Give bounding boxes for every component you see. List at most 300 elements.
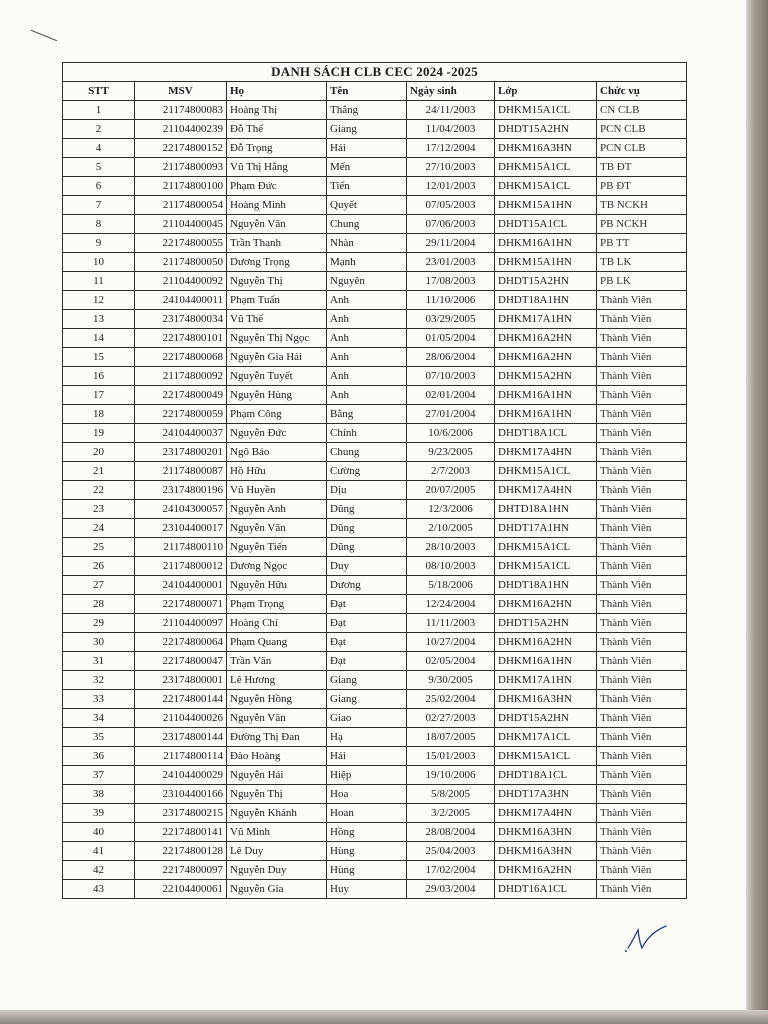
cell-lop: DHDT15A1CL [495,215,597,234]
cell-ten: Thắng [327,101,407,120]
cell-ngay-sinh: 3/2/2005 [407,804,495,823]
cell-lop: DHKM16A3HN [495,823,597,842]
cell-ten: Chính [327,424,407,443]
cell-ngay-sinh: 27/01/2004 [407,405,495,424]
cell-stt: 5 [63,158,135,177]
cell-ho: Hoàng Thị [227,101,327,120]
cell-ho: Dương Trọng [227,253,327,272]
cell-ten: Giang [327,690,407,709]
cell-ngay-sinh: 17/08/2003 [407,272,495,291]
cell-ten: Dũng [327,500,407,519]
cell-stt: 24 [63,519,135,538]
table-row [63,386,687,405]
cell-lop: DHKM16A1HN [495,652,597,671]
table-row [63,196,687,215]
cell-msv: 21104400092 [135,272,227,291]
cell-ngay-sinh: 12/01/2003 [407,177,495,196]
cell-msv: 24104300057 [135,500,227,519]
table-row [63,861,687,880]
cell-ten: Mến [327,158,407,177]
cell-chuc-vu: Thành Viên [597,557,687,576]
cell-ngay-sinh: 2/10/2005 [407,519,495,538]
table-row [63,310,687,329]
cell-ten: Dịu [327,481,407,500]
cell-msv: 22174800144 [135,690,227,709]
cell-chuc-vu: Thành Viên [597,462,687,481]
cell-stt: 33 [63,690,135,709]
cell-chuc-vu: Thành Viên [597,861,687,880]
cell-ten: Mạnh [327,253,407,272]
cell-chuc-vu: Thành Viên [597,405,687,424]
cell-ho: Nguyễn Tiến [227,538,327,557]
cell-lop: DHKM16A2HN [495,595,597,614]
cell-stt: 35 [63,728,135,747]
member-table [62,62,687,899]
cell-lop: DHKM16A3HN [495,690,597,709]
cell-chuc-vu: Thành Viên [597,481,687,500]
cell-chuc-vu: Thành Viên [597,500,687,519]
cell-chuc-vu: Thành Viên [597,386,687,405]
cell-lop: DHDT15A2HN [495,709,597,728]
cell-chuc-vu: PB NCKH [597,215,687,234]
cell-ho: Đỗ Trọng [227,139,327,158]
cell-msv: 22174800097 [135,861,227,880]
cell-chuc-vu: Thành Viên [597,367,687,386]
cell-ngay-sinh: 07/10/2003 [407,367,495,386]
cell-msv: 24104400011 [135,291,227,310]
table-row [63,519,687,538]
cell-ten: Dương [327,576,407,595]
cell-chuc-vu: TB ĐT [597,158,687,177]
cell-ho: Nguyễn Văn [227,215,327,234]
cell-lop: DHTD18A1HN [495,500,597,519]
cell-ngay-sinh: 29/03/2004 [407,880,495,899]
table-row [63,804,687,823]
cell-msv: 21104400026 [135,709,227,728]
cell-stt: 12 [63,291,135,310]
cell-stt: 25 [63,538,135,557]
cell-ten: Hồng [327,823,407,842]
cell-ngay-sinh: 19/10/2006 [407,766,495,785]
column-header-ngay-sinh: Ngày sinh [407,82,495,101]
cell-chuc-vu: Thành Viên [597,443,687,462]
cell-chuc-vu: Thành Viên [597,690,687,709]
cell-lop: DHKM17A4HN [495,481,597,500]
cell-ten: Huy [327,880,407,899]
cell-ngay-sinh: 07/06/2003 [407,215,495,234]
cell-ten: Chung [327,215,407,234]
cell-ngay-sinh: 29/11/2004 [407,234,495,253]
cell-lop: DHDT15A2HN [495,272,597,291]
cell-stt: 20 [63,443,135,462]
cell-chuc-vu: PB LK [597,272,687,291]
cell-ho: Vũ Huyền [227,481,327,500]
cell-lop: DHKM15A1CL [495,557,597,576]
cell-stt: 39 [63,804,135,823]
cell-lop: DHKM15A1HN [495,196,597,215]
cell-msv: 21104400045 [135,215,227,234]
cell-stt: 40 [63,823,135,842]
cell-ten: Hùng [327,842,407,861]
cell-ten: Quyết [327,196,407,215]
cell-msv: 23174800034 [135,310,227,329]
cell-chuc-vu: Thành Viên [597,785,687,804]
cell-chuc-vu: Thành Viên [597,291,687,310]
cell-stt: 17 [63,386,135,405]
cell-ngay-sinh: 10/27/2004 [407,633,495,652]
cell-ten: Hạ [327,728,407,747]
cell-lop: DHDT17A3HN [495,785,597,804]
cell-ho: Nguyễn Tuyết [227,367,327,386]
cell-msv: 23174800144 [135,728,227,747]
cell-stt: 14 [63,329,135,348]
table-row [63,595,687,614]
cell-ngay-sinh: 24/11/2003 [407,101,495,120]
cell-ngay-sinh: 9/23/2005 [407,443,495,462]
table-row [63,747,687,766]
cell-stt: 30 [63,633,135,652]
cell-msv: 21174800054 [135,196,227,215]
cell-ten: Đạt [327,652,407,671]
cell-ten: Giang [327,671,407,690]
cell-ho: Phạm Quang [227,633,327,652]
table-row [63,405,687,424]
cell-ho: Đường Thị Đan [227,728,327,747]
cell-lop: DHKM16A3HN [495,139,597,158]
cell-ten: Tiến [327,177,407,196]
cell-ngay-sinh: 23/01/2003 [407,253,495,272]
document-title: DANH SÁCH CLB CEC 2024 -2025 [63,63,687,82]
cell-ngay-sinh: 28/10/2003 [407,538,495,557]
cell-stt: 19 [63,424,135,443]
cell-ngay-sinh: 9/30/2005 [407,671,495,690]
cell-msv: 22174800059 [135,405,227,424]
cell-chuc-vu: Thành Viên [597,595,687,614]
cell-lop: DHDT16A1CL [495,880,597,899]
table-row [63,652,687,671]
cell-ho: Nguyễn Khánh [227,804,327,823]
cell-lop: DHKM15A1CL [495,158,597,177]
cell-lop: DHDT18A1HN [495,576,597,595]
cell-stt: 22 [63,481,135,500]
cell-msv: 23174800215 [135,804,227,823]
cell-stt: 29 [63,614,135,633]
cell-ten: Giao [327,709,407,728]
cell-ngay-sinh: 25/04/2003 [407,842,495,861]
header-row [63,82,687,101]
cell-ten: Hùng [327,861,407,880]
cell-ho: Phạm Tuấn [227,291,327,310]
cell-chuc-vu: PCN CLB [597,120,687,139]
cell-ten: Duy [327,557,407,576]
cell-ho: Đào Hoàng [227,747,327,766]
table-row [63,785,687,804]
cell-msv: 22174800128 [135,842,227,861]
cell-ho: Nguyễn Văn [227,709,327,728]
cell-chuc-vu: Thành Viên [597,842,687,861]
cell-ngay-sinh: 03/29/2005 [407,310,495,329]
scan-bottom-edge [0,1010,768,1024]
cell-msv: 22174800068 [135,348,227,367]
cell-stt: 1 [63,101,135,120]
cell-lop: DHDT17A1HN [495,519,597,538]
cell-ho: Nguyễn Văn [227,519,327,538]
cell-lop: DHKM15A1CL [495,747,597,766]
cell-ngay-sinh: 17/02/2004 [407,861,495,880]
cell-lop: DHDT18A1CL [495,424,597,443]
table-row [63,576,687,595]
table-row [63,177,687,196]
cell-lop: DHKM17A4HN [495,804,597,823]
cell-stt: 34 [63,709,135,728]
cell-ngay-sinh: 2/7/2003 [407,462,495,481]
cell-chuc-vu: Thành Viên [597,709,687,728]
table-row [63,614,687,633]
cell-stt: 42 [63,861,135,880]
cell-msv: 21174800100 [135,177,227,196]
cell-ngay-sinh: 17/12/2004 [407,139,495,158]
cell-lop: DHKM15A1CL [495,462,597,481]
cell-msv: 24104400029 [135,766,227,785]
cell-chuc-vu: Thành Viên [597,804,687,823]
cell-stt: 41 [63,842,135,861]
cell-ho: Nguyễn Đức [227,424,327,443]
column-header-ho: Họ [227,82,327,101]
table-row [63,367,687,386]
cell-stt: 37 [63,766,135,785]
cell-ten: Bằng [327,405,407,424]
column-header-lop: Lớp [495,82,597,101]
cell-ngay-sinh: 01/05/2004 [407,329,495,348]
cell-lop: DHKM16A1HN [495,386,597,405]
table-row [63,253,687,272]
cell-chuc-vu: Thành Viên [597,671,687,690]
cell-ho: Phạm Trọng [227,595,327,614]
table-row [63,690,687,709]
cell-ten: Hoan [327,804,407,823]
cell-stt: 36 [63,747,135,766]
cell-stt: 11 [63,272,135,291]
cell-stt: 15 [63,348,135,367]
table-row [63,823,687,842]
cell-ten: Anh [327,329,407,348]
cell-ten: Hải [327,747,407,766]
cell-stt: 21 [63,462,135,481]
cell-chuc-vu: Thành Viên [597,538,687,557]
cell-ngay-sinh: 10/6/2006 [407,424,495,443]
cell-msv: 22104400061 [135,880,227,899]
cell-ho: Lê Hương [227,671,327,690]
cell-lop: DHKM15A1CL [495,177,597,196]
cell-msv: 23174800201 [135,443,227,462]
cell-ten: Đạt [327,595,407,614]
cell-chuc-vu: Thành Viên [597,519,687,538]
cell-msv: 23104400166 [135,785,227,804]
cell-ngay-sinh: 11/04/2003 [407,120,495,139]
cell-ten: Nguyên [327,272,407,291]
cell-ho: Nguyễn Hùng [227,386,327,405]
cell-ho: Lê Duy [227,842,327,861]
table-row [63,215,687,234]
cell-chuc-vu: Thành Viên [597,880,687,899]
cell-lop: DHKM16A2HN [495,861,597,880]
cell-ten: Anh [327,291,407,310]
cell-stt: 27 [63,576,135,595]
cell-lop: DHKM15A1HN [495,253,597,272]
cell-ten: Anh [327,367,407,386]
table-row [63,709,687,728]
cell-msv: 21174800087 [135,462,227,481]
cell-msv: 21174800110 [135,538,227,557]
table-row [63,234,687,253]
cell-ngay-sinh: 5/18/2006 [407,576,495,595]
cell-ngay-sinh: 27/10/2003 [407,158,495,177]
cell-stt: 9 [63,234,135,253]
cell-ngay-sinh: 25/02/2004 [407,690,495,709]
cell-ten: Anh [327,348,407,367]
cell-chuc-vu: Thành Viên [597,310,687,329]
cell-msv: 22174800055 [135,234,227,253]
cell-ngay-sinh: 5/8/2005 [407,785,495,804]
cell-ngay-sinh: 20/07/2005 [407,481,495,500]
cell-ten: Hiệp [327,766,407,785]
cell-ho: Dương Ngọc [227,557,327,576]
cell-msv: 23174800001 [135,671,227,690]
cell-stt: 7 [63,196,135,215]
cell-lop: DHKM17A1CL [495,728,597,747]
cell-stt: 43 [63,880,135,899]
cell-ho: Vũ Thị Hằng [227,158,327,177]
cell-ho: Hồ Hữu [227,462,327,481]
cell-msv: 23104400017 [135,519,227,538]
title-row [63,63,687,82]
cell-ho: Nguyễn Gia [227,880,327,899]
cell-msv: 21174800083 [135,101,227,120]
cell-chuc-vu: Thành Viên [597,348,687,367]
cell-msv: 22174800064 [135,633,227,652]
cell-lop: DHKM16A2HN [495,633,597,652]
cell-ho: Nguyễn Hữu [227,576,327,595]
table-row [63,842,687,861]
cell-ho: Phạm Công [227,405,327,424]
cell-lop: DHDT15A2HN [495,120,597,139]
table-row [63,766,687,785]
cell-chuc-vu: TB LK [597,253,687,272]
cell-ngay-sinh: 02/27/2003 [407,709,495,728]
cell-ho: Nguyễn Anh [227,500,327,519]
cell-ho: Đỗ Thế [227,120,327,139]
table-row [63,462,687,481]
cell-ho: Nguyễn Hồng [227,690,327,709]
cell-stt: 2 [63,120,135,139]
cell-lop: DHKM16A3HN [495,842,597,861]
table-row [63,120,687,139]
cell-ten: Nhàn [327,234,407,253]
cell-chuc-vu: Thành Viên [597,329,687,348]
table-row [63,348,687,367]
cell-stt: 31 [63,652,135,671]
cell-stt: 10 [63,253,135,272]
cell-msv: 22174800101 [135,329,227,348]
column-header-ten: Tên [327,82,407,101]
cell-ho: Hoàng Chí [227,614,327,633]
table-body [63,101,687,899]
cell-msv: 21104400239 [135,120,227,139]
cell-lop: DHKM15A1CL [495,538,597,557]
cell-msv: 22174800141 [135,823,227,842]
cell-stt: 28 [63,595,135,614]
cell-lop: DHDT18A1CL [495,766,597,785]
cell-lop: DHKM16A2HN [495,329,597,348]
table-row [63,880,687,899]
cell-ngay-sinh: 08/10/2003 [407,557,495,576]
cell-lop: DHKM16A2HN [495,348,597,367]
cell-ngay-sinh: 18/07/2005 [407,728,495,747]
cell-chuc-vu: CN CLB [597,101,687,120]
cell-stt: 4 [63,139,135,158]
cell-chuc-vu: PCN CLB [597,139,687,158]
cell-lop: DHKM16A1HN [495,234,597,253]
cell-stt: 13 [63,310,135,329]
cell-stt: 8 [63,215,135,234]
cell-chuc-vu: Thành Viên [597,747,687,766]
cell-ho: Nguyễn Gia Hải [227,348,327,367]
column-header-msv: MSV [135,82,227,101]
cell-ngay-sinh: 15/01/2003 [407,747,495,766]
cell-msv: 22174800047 [135,652,227,671]
cell-msv: 23174800196 [135,481,227,500]
table-row [63,443,687,462]
cell-ngay-sinh: 28/08/2004 [407,823,495,842]
cell-ho: Vũ Minh [227,823,327,842]
cell-ngay-sinh: 02/01/2004 [407,386,495,405]
table-row [63,671,687,690]
cell-ho: Phạm Đức [227,177,327,196]
cell-ten: Đạt [327,633,407,652]
cell-ten: Hải [327,139,407,158]
cell-ten: Cường [327,462,407,481]
cell-ho: Ngô Bảo [227,443,327,462]
cell-ten: Giang [327,120,407,139]
cell-ho: Nguyễn Duy [227,861,327,880]
cell-ten: Đạt [327,614,407,633]
table-row [63,139,687,158]
cell-chuc-vu: Thành Viên [597,614,687,633]
table-row [63,158,687,177]
cell-ho: Nguyễn Thị [227,272,327,291]
cell-msv: 24104400037 [135,424,227,443]
cell-msv: 22174800071 [135,595,227,614]
cell-lop: DHDT15A2HN [495,614,597,633]
cell-msv: 21174800092 [135,367,227,386]
cell-ngay-sinh: 28/06/2004 [407,348,495,367]
cell-ten: Hoa [327,785,407,804]
cell-chuc-vu: TB NCKH [597,196,687,215]
table-row [63,500,687,519]
cell-lop: DHDT18A1HN [495,291,597,310]
table-row [63,557,687,576]
cell-msv: 22174800152 [135,139,227,158]
column-header-stt: STT [63,82,135,101]
table-row [63,538,687,557]
cell-stt: 26 [63,557,135,576]
table-row [63,424,687,443]
cell-ten: Anh [327,310,407,329]
signature-mark [622,922,672,954]
cell-msv: 21174800012 [135,557,227,576]
table-row [63,481,687,500]
cell-lop: DHKM17A1HN [495,671,597,690]
